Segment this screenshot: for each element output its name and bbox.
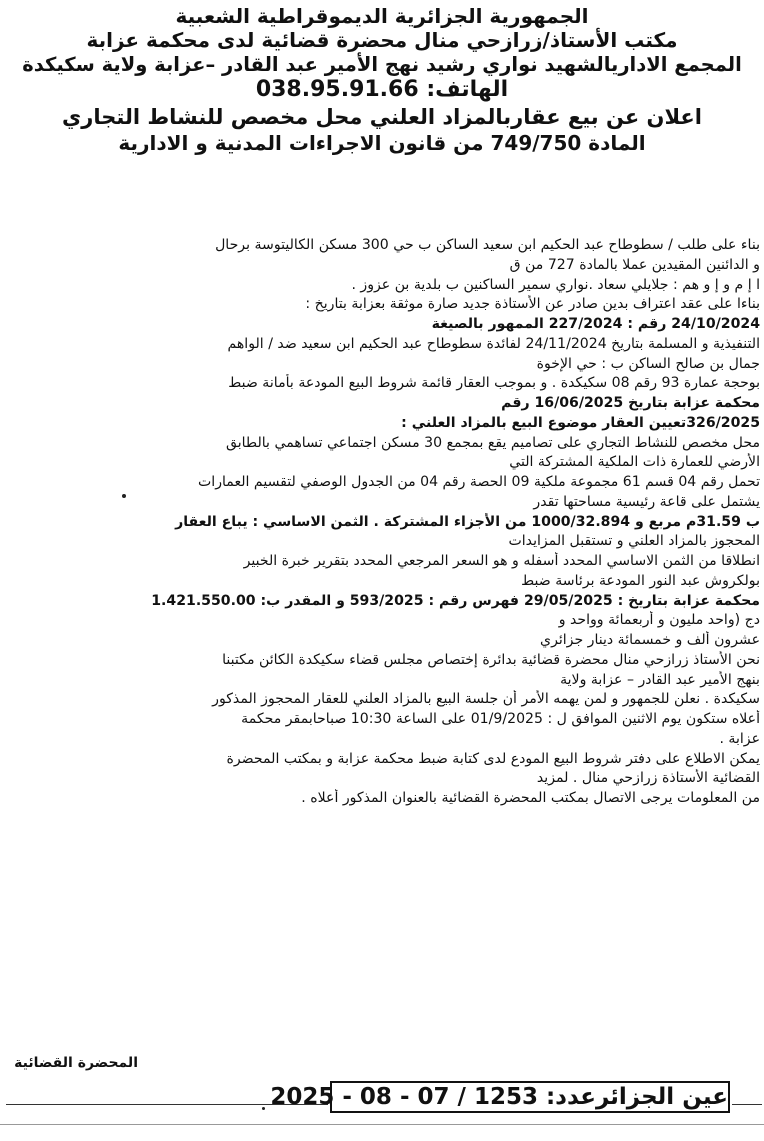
publication-reference: عين الجزائرعدد: 1253 / 07 - 08 - 2025 (330, 1081, 730, 1113)
office-line: مكتب الأستاذ/زرازحي منال محضرة قضائية لدى محكمة عزابة (86, 28, 678, 53)
body-line: عشرون ألف و خمسمائة دينار جزائري (540, 632, 760, 648)
body-line: و الدائنين المقيدين عملا بالمادة 727 من ق (509, 256, 760, 273)
document-header (0, 4, 764, 155)
body-line: 326/2025تعيين العقار موضوع البيع بالمزاد العلني : (401, 414, 760, 431)
body-line: ا إ م و إ و هم : جلايلي سعاد .نواري سمير الساكنين ب بلدية بن عزوز . (351, 276, 760, 293)
body-line: التنفيذية و المسلمة بتاريخ 24/11/2024 لفائدة سطوطاح عبد الحكيم ابن سعيد ضد / الواهم (227, 335, 760, 352)
body-line: القضائية الأستاذة زرازحي منال . لمزيد (536, 770, 760, 787)
body-line: تحمل رقم 04 قسم 61 مجموعة ملكية 09 الحصة رقم 04 من الجدول الوصفي لتقسيم العمارات (198, 474, 760, 490)
announcement-body (2, 236, 760, 809)
body-line: محل مخصص للنشاط التجاري على تصاميم يقع بمجمع 30 مسكن اجتماعي تساهمي بالطابق (225, 434, 760, 451)
body-line: ب 31.59م مربع و 1000/32.894 من الأجزاء المشتركة . الثمن الاساسي : يباع العقار (175, 513, 760, 530)
speck-mark (122, 494, 126, 498)
phone-line: الهاتف: 038.95.91.66 (255, 76, 509, 102)
legal-article: المادة 749/750 من قانون الاجراءات المدنية و الادارية (118, 131, 646, 155)
body-line: دج (واحد مليون و أربعمائة وواحد و (558, 612, 760, 629)
body-line: محكمة عزابة بتاريخ : 29/05/2025 فهرس رقم : 593/2025 و المقدر ب: 1.421.550.00 (151, 592, 760, 609)
body-line: بولكروش عبد النور المودعة برئاسة ضبط (521, 572, 760, 589)
body-line: سكيكدة . نعلن للجمهور و لمن يهمه الأمر أن جلسة البيع بالمزاد العلني للعقار المحجوز المذكور (212, 691, 760, 708)
body-line: بناء على طلب / سطوطاح عبد الحكيم ابن سعيد الساكن ب حي 300 مسكن الكاليتوسة برحال (215, 237, 760, 253)
body-line: بناءا على عقد اعتراف بدين صادر عن الأستاذة جديد صارة موثقة بعزابة بتاريخ : (305, 296, 760, 313)
body-line: يشتمل على قاعة رئيسية مساحتها تقدر (533, 493, 760, 510)
body-line: بوحجة عمارة 93 رقم 08 سكيكدة . و بموجب العقار قائمة شروط البيع المودعة بأمانة ضبط (228, 375, 760, 392)
address-line: المجمع الاداريالشهيد نواري رشيد نهج الأمير عبد القادر –عزابة ولاية سكيكدة (22, 52, 742, 76)
body-line: عزابة . (719, 730, 760, 747)
body-line: انطلاقا من الثمن الاساسي المحدد أسفله و هو السعر المرجعي المحدد بتقرير خبرة الخبير (243, 553, 760, 569)
body-line: نحن الأستاذ زرازحي منال محضرة قضائية بدائرة إختصاص مجلس قضاء سكيكدة الكائن مكتبنا (222, 651, 760, 668)
body-line: من المعلومات يرجى الاتصال بمكتب المحضرة القضائية بالعنوان المذكور أعلاه . (301, 790, 760, 806)
body-line: يمكن الاطلاع على دفتر شروط البيع المودع لدى كتابة ضبط محكمة عزابة و بمكتب المحضرة (226, 750, 760, 767)
body-line: 24/10/2024 رقم : 227/2024 الممهور بالصيغة (431, 316, 760, 332)
body-line: الأرضي للعمارة ذات الملكية المشتركة التي (509, 454, 760, 471)
body-line: جمال بن صالح الساكن ب : حي الإخوة (536, 355, 760, 372)
body-line: محكمة عزابة بتاريخ 16/06/2025 رقم (501, 395, 760, 411)
announcement-title: اعلان عن بيع عقاربالمزاد العلني محل مخصص للنشاط التجاري (62, 105, 702, 130)
body-line: المحجوز بالمزاد العلني و تستقبل المزايدات (508, 533, 760, 550)
republic-line: الجمهورية الجزائرية الديموقراطية الشعبية (175, 4, 589, 28)
body-line: بنهج الأمير عبد القادر – عزابة ولاية (560, 671, 760, 688)
speck-mark (262, 1107, 265, 1110)
rule-right (732, 1104, 762, 1105)
signature-label: المحضرة القضائية (14, 1055, 138, 1071)
page-bottom-edge (0, 1124, 764, 1125)
body-line: أعلاه ستكون يوم الاثنين الموافق ل : 01/9/2025 على الساعة 10:30 صباحابمقر محكمة (241, 711, 760, 727)
